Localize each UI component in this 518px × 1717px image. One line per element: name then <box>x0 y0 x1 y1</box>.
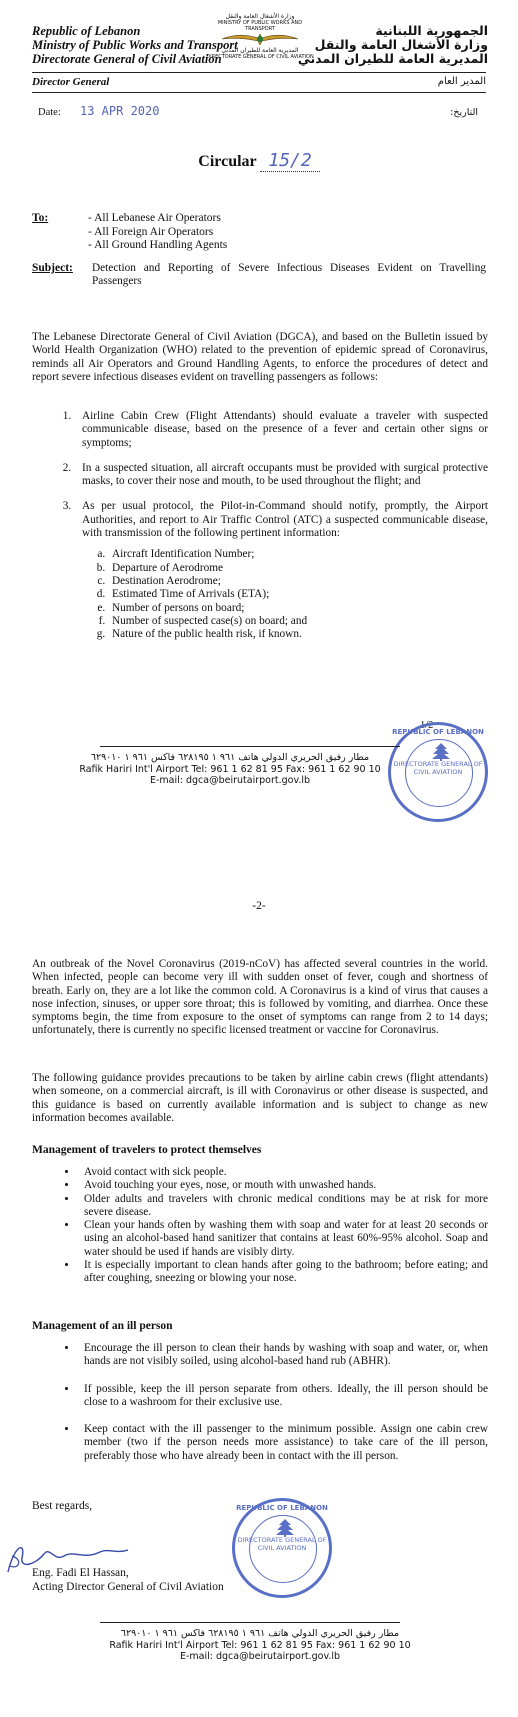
circular-label: Circular <box>198 153 257 170</box>
page2-para1: An outbreak of the Novel Coronavirus (2019-nCoV) has affected several countries in the world. When infected, people can become very ill with sudden onset of fever, cough and shortness of breath. Early on, they are a lot like the common cold. A Coronavirus is a kind of virus that causes a nose infection, sinuses, or upper sore throat; this is followed by vomiting, and diarrhea. Once these symptoms begin, the time from exposure to the onset of symptoms can range from 2 to 14 days; unfortunately, there is currently no specific licensed treatment or vaccine for Coronavirus. <box>32 958 488 1037</box>
point-item: 2. In a suspected situation, all aircraft occupants must be provided with surgical protective masks, to cover their nose and mouth, to be used throughout the flight; and <box>74 462 488 489</box>
protect-item: • It is especially important to clean hands after going to the bathroom; before eating; and after coughing, sneezing or blowing your nose. <box>78 1259 488 1286</box>
protect-item: • Avoid contact with sick people. <box>78 1166 488 1179</box>
intro-paragraph: The Lebanese Directorate General of Civil Aviation (DGCA), and based on the Bulletin issued by World Health Organization (WHO) related to the prevention of epidemic spread of Coronavirus, reminds all Air Operators and Ground Handling Agents, to enforce the procedures of detect and report severe infectious diseases evident on travelling passengers as follows: <box>32 331 488 383</box>
sub-point-item: e. Number of persons on board; <box>108 602 488 615</box>
stamp-inner-text: DIRECTORATE GENERAL OF CIVIL AVIATION <box>393 760 483 776</box>
header-ar-line3: المديرية العامة للطيران المدني <box>297 51 488 66</box>
points-list <box>46 410 488 653</box>
circular-number: 15/2 <box>260 150 319 172</box>
emblem-en-top: MINISTRY OF PUBLIC WORKS AND TRANSPORT <box>217 20 303 32</box>
protect-item: • Older adults and travelers with chronic medical conditions may be at risk for more severe disease. <box>78 1193 488 1220</box>
to-item: - All Foreign Air Operators <box>88 225 214 238</box>
director-label: Director General <box>32 76 110 88</box>
stamp-outer-text: REPUBLIC OF LEBANON <box>236 1504 328 1512</box>
cedar-tree-icon <box>275 1519 295 1537</box>
header-en-line1: Republic of Lebanon <box>32 24 141 38</box>
ill-person-item: • Encourage the ill person to clean their hands by washing with soap and water, or, when hands are not visibly soiled, using alcohol-based hand rub (ABHR). <box>78 1342 488 1369</box>
point-item <box>74 500 488 641</box>
footer-en: Rafik Hariri Int'l Airport Tel: 961 1 62 81 95 Fax: 961 1 62 90 10 <box>109 1639 411 1651</box>
to-label: To: <box>32 212 49 224</box>
emblem-ar-bottom: المديرية العامة للطيران المدني <box>221 47 299 54</box>
sub-point-item: a. Aircraft Identification Number; <box>108 548 488 561</box>
footer-ar: مطار رفيق الحريري الدولي هاتف ٩٦١ ١ ٦٢٨١٩٥ فاكس ٩٦١ ١ ٦٢٩٠١٠ <box>90 752 370 763</box>
footer-en: Rafik Hariri Int'l Airport Tel: 961 1 62 81 95 Fax: 961 1 62 90 10 <box>79 763 381 775</box>
signer-name: Eng. Fadi El Hassan, <box>32 1567 129 1579</box>
ill-person-list <box>62 1338 488 1477</box>
page2-para2: The following guidance provides precautions to be taken by airline cabin crews (flight attendants) when someone, on a commercial aircraft, is ill with Coronavirus or other disease is suspected, and this guidance is based on currently available information and is subject to change as new information becomes available. <box>32 1072 488 1124</box>
footer-divider <box>100 746 400 747</box>
page-2 <box>0 850 518 1717</box>
sub-point-item: g. Nature of the public health risk, if known. <box>108 628 488 641</box>
sub-point-item: d. Estimated Time of Arrivals (ETA); <box>108 588 488 601</box>
to-item: - All Ground Handling Agents <box>88 239 228 251</box>
stamp-outer-text: REPUBLIC OF LEBANON <box>392 728 484 736</box>
footer-email: E-mail: dgca@beirutairport.gov.lb <box>179 1651 341 1662</box>
sub-point-item: b. Departure of Aerodrome <box>108 562 488 575</box>
footer-ar: مطار رفيق الحريري الدولي هاتف ٩٦١ ١ ٦٢٨١٩٥ فاكس ٩٦١ ١ ٦٢٩٠١٠ <box>120 1628 400 1639</box>
winged-emblem-icon <box>220 32 300 46</box>
footer-email: E-mail: dgca@beirutairport.gov.lb <box>149 775 311 786</box>
ill-person-item: • If possible, keep the ill person separate from others. Ideally, the ill person should be close to a washroom for their exclusive use. <box>78 1383 488 1410</box>
page-number: 1/2 <box>420 720 434 731</box>
header-arabic <box>298 24 488 66</box>
header-en-line2: Ministry of Public Works and Transport <box>32 38 238 52</box>
page2-footer <box>70 1628 450 1663</box>
date-value: 13 APR 2020 <box>80 104 160 118</box>
to-item: - All Lebanese Air Operators <box>88 212 221 224</box>
sub-point-item: f. Number of suspected case(s) on board; and <box>108 615 488 628</box>
protect-item: • Clean your hands often by washing them with soap and water for at least 20 seconds or using an alcohol-based hand sanitizer that contains at least 60%-95% alcohol. Soap and water should be used if hands are visibly dirty. <box>78 1219 488 1259</box>
header-divider <box>32 72 486 73</box>
footer-divider-2 <box>100 1622 400 1623</box>
protect-list <box>62 1162 488 1286</box>
header-ar-line1: الجمهورية اللبنانية <box>375 23 488 38</box>
emblem-en-bottom: DIRECTORATE GENERAL OF CIVIL AVIATION <box>206 54 314 60</box>
ill-person-item: • Keep contact with the ill passenger to the minimum possible. Assign one cabin crew member (two if the person needs more assistance) to take care of the ill person, preferably those who have already been in contact with the ill person. <box>78 1423 488 1463</box>
to-list <box>88 212 227 253</box>
signature-block <box>32 1566 224 1594</box>
date-label-ar: التاريخ: <box>450 107 478 118</box>
page-1 <box>0 0 518 850</box>
sub-point-item: c. Destination Aerodrome; <box>108 575 488 588</box>
point-item: 1. Airline Cabin Crew (Flight Attendants) should evaluate a traveler with suspected communicable disease, based on the presence of a fever and certain other signs or symptoms; <box>74 410 488 450</box>
page2-number: -2- <box>252 900 266 912</box>
circular-title <box>0 150 518 171</box>
subject-label: Subject: <box>32 262 73 274</box>
point-text: As per usual protocol, the Pilot-in-Command should notify, promptly, the Airport Authorities, and report to Air Traffic Control (ATC) a suspected communicable disease, with transmission of the following pertinent information: <box>82 500 488 540</box>
emblem-ar-top: وزارة الأشغال العامة والنقل <box>225 13 295 20</box>
closing-regards: Best regards, <box>32 1500 93 1512</box>
signer-title: Acting Director General of Civil Aviation <box>32 1581 224 1593</box>
stamp-inner-text: DIRECTORATE GENERAL OF CIVIL AVIATION <box>237 1536 327 1552</box>
director-label-ar: المدير العام <box>437 76 486 87</box>
header-en-line3: Directorate General of Civil Aviation <box>32 52 222 66</box>
header-ar-line2: وزارة الأشغال العامة والنقل <box>314 37 488 52</box>
protect-item: • Avoid touching your eyes, nose, or mouth with unwashed hands. <box>78 1179 488 1192</box>
page1-footer <box>40 752 420 787</box>
sub-points-list <box>82 548 488 641</box>
director-divider <box>32 92 486 93</box>
date-label: Date: <box>38 107 61 118</box>
subject-text: Detection and Reporting of Severe Infectious Diseases Evident on Travelling Passengers <box>92 262 486 288</box>
official-stamp-2 <box>232 1498 332 1598</box>
heading-ill-person: Management of an ill person <box>32 1320 173 1332</box>
cedar-tree-icon <box>431 743 451 761</box>
heading-protect: Management of travelers to protect themselves <box>32 1144 262 1156</box>
